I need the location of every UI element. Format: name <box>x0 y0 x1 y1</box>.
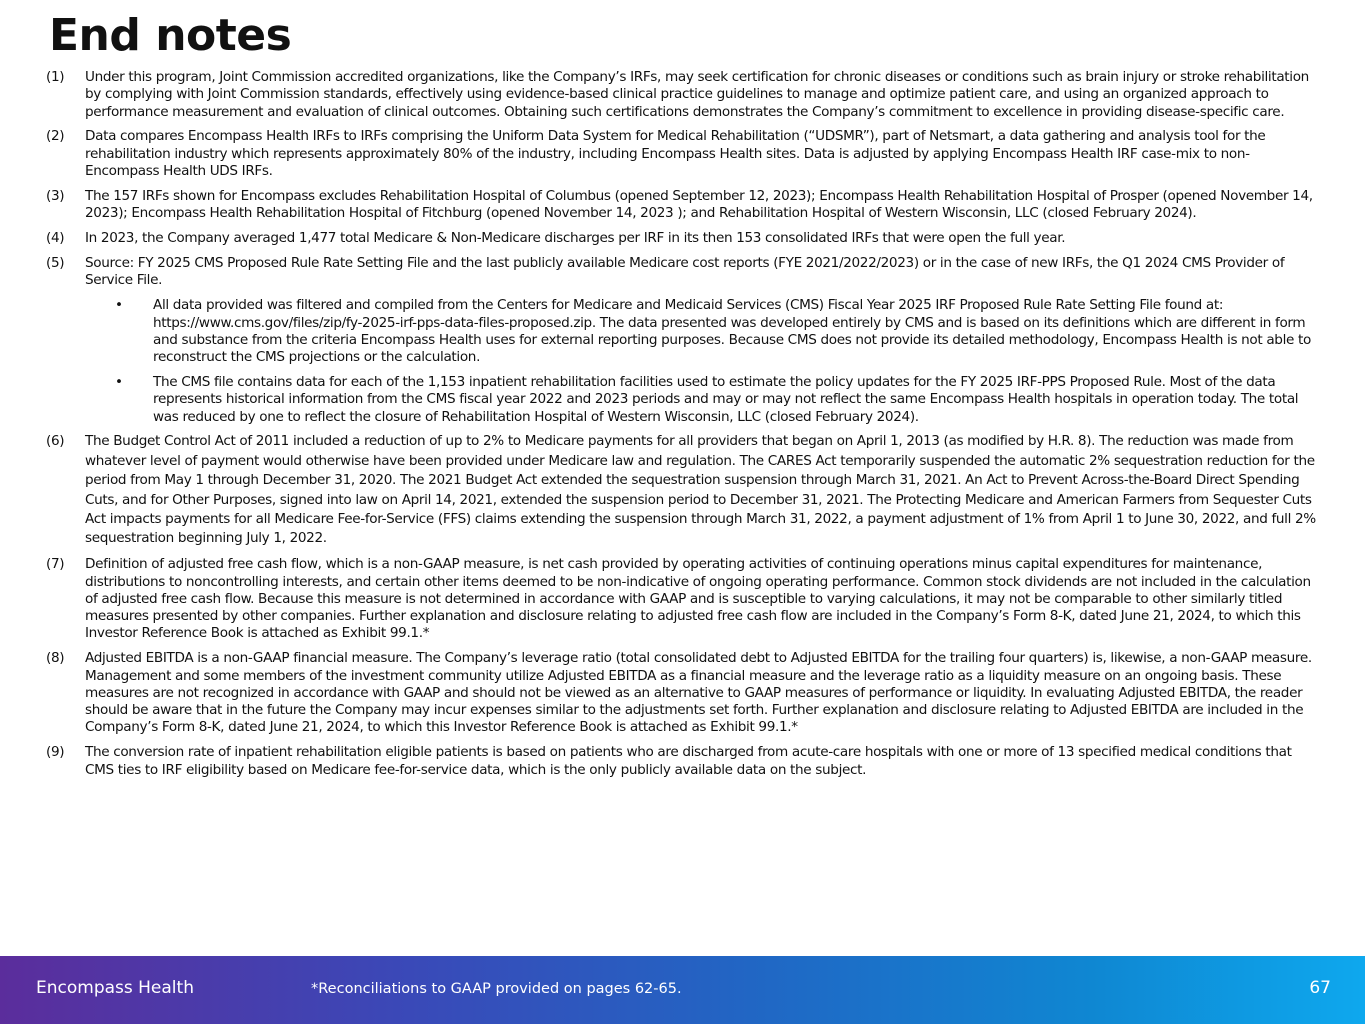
end-note-7 <box>46 556 1318 642</box>
note-text: Under this program, Joint Commission accredited organizations, like the Company’s IRFs, may seek certification for chronic diseases or conditions such as brain injury or stroke rehabilitation by complying with Joint Commission standards, effectively using evidence-based clinical practice guidelines to manage and optimize patient care, and using an organized approach to performance measurement and evaluation of clinical outcomes. Obtaining such certifications demonstrates the Company’s commitment to excellence in providing disease-specific care. <box>85 69 1309 120</box>
note-number: (8) <box>46 650 65 667</box>
footer-bar <box>0 956 1365 1024</box>
end-note-6 <box>46 433 1318 548</box>
bullet-text: The CMS file contains data for each of the 1,153 inpatient rehabilitation facilities used to estimate the policy updates for the FY 2025 IRF-PPS Proposed Rule. Most of the data represents historical information from the CMS fiscal year 2022 and 2023 periods and may or may not reflect the same Encompass Health hospitals in operation today. The total was reduced by one to reflect the closure of Rehabilitation Hospital of Western Wisconsin, LLC (closed February 2024). <box>153 373 1299 425</box>
note-text: Source: FY 2025 CMS Proposed Rule Rate Setting File and the last publicly available Medicare cost reports (FYE 2021/2022/2023) or in the case of new IRFs, the Q1 2024 CMS Provider of Service File. <box>85 254 1285 288</box>
bullet-text: All data provided was filtered and compiled from the Centers for Medicare and Medicaid Services (CMS) Fiscal Year 2025 IRF Proposed Rule Rate Setting File found at: https://www.cms.gov/files/zip/fy-2025-irf-pps-data-files-proposed.zip. The data presented was developed entirely by CMS and is based on its definitions which are different in form and substance from the criteria Encompass Health uses for external reporting purposes. Because CMS does not provide its detailed methodology, Encompass Health is not able to reconstruct the CMS projections or the calculation. <box>153 297 1311 366</box>
note-text: In 2023, the Company averaged 1,477 total Medicare & Non-Medicare discharges per IRF in its then 153 consolidated IRFs that were open the full year. <box>85 229 1066 246</box>
note-number: (9) <box>46 744 65 761</box>
end-note-8 <box>46 650 1318 736</box>
footer-footnote: *Reconciliations to GAAP provided on pages 62-65. <box>311 981 682 997</box>
footer-brand: Encompass Health <box>36 978 194 998</box>
end-note-2 <box>46 128 1318 180</box>
end-note-1 <box>46 69 1318 121</box>
list-item <box>115 297 1318 366</box>
note-number: (5) <box>46 254 65 271</box>
bullet-icon: • <box>115 373 123 390</box>
end-notes-list <box>46 69 1318 786</box>
note-number: (6) <box>46 433 65 450</box>
note-text: The conversion rate of inpatient rehabilitation eligible patients is based on patients who are discharged from acute-care hospitals with one or more of 13 specified medical conditions that CMS ties to IRF eligibility based on Medicare fee-for-service data, which is the only publicly available data on the subject. <box>85 744 1292 778</box>
note-number: (4) <box>46 229 65 246</box>
end-note-9 <box>46 744 1318 779</box>
page-number: 67 <box>1309 978 1331 998</box>
note-text: The 157 IRFs shown for Encompass excludes Rehabilitation Hospital of Columbus (opened September 12, 2023); Encompass Health Rehabilitation Hospital of Prosper (opened November 14, 2023); Encompass Health Rehabilitation Hospital of Fitchburg (opened November 14, 2023 ); and Rehabilitation Hospital of Western Wisconsin, LLC (closed February 2024). <box>85 187 1313 222</box>
note-number: (3) <box>46 187 65 204</box>
note-text: Data compares Encompass Health IRFs to IRFs comprising the Uniform Data System for Medical Rehabilitation (“UDSMR”), part of Netsmart, a data gathering and analysis tool for the rehabilitation industry which represents approximately 80% of the industry, including Encompass Health sites. Data is adjusted by applying Encompass Health IRF case-mix to non-Encompass Health UDS IRFs. <box>85 128 1266 179</box>
list-item <box>115 374 1318 426</box>
note-number: (2) <box>46 128 65 145</box>
note-text: Definition of adjusted free cash flow, which is a non-GAAP measure, is net cash provided by operating activities of continuing operations minus capital expenditures for maintenance, distributions to noncontrolling interests, and certain other items deemed to be non-indicative of ongoing operating performance. Common stock dividends are not included in the calculation of adjusted free cash flow. Because this measure is not determined in accordance with GAAP and is susceptible to varying calculations, it may not be comparable to other similarly titled measures presented by other companies. Further explanation and disclosure relating to adjusted free cash flow are included in the Company’s Form 8-K, dated June 21, 2024, to which this Investor Reference Book is attached as Exhibit 99.1.* <box>85 556 1311 642</box>
bullet-icon: • <box>115 297 123 314</box>
end-note-5 <box>46 255 1318 426</box>
end-note-3 <box>46 188 1318 223</box>
note-number: (1) <box>46 69 65 85</box>
note-text: The Budget Control Act of 2011 included a reduction of up to 2% to Medicare payments for all providers that began on April 1, 2013 (as modified by H.R. 8). The reduction was made from whatever level of payment would otherwise have been provided under Medicare law and regulation. The CARES Act temporarily suspended the automatic 2% sequestration reduction for the period from May 1 through December 31, 2020. The 2021 Budget Act extended the sequestration suspension through March 31, 2021. An Act to Prevent Across-the-Board Direct Spending Cuts, and for Other Purposes, signed into law on April 14, 2021, extended the suspension period to December 31, 2021. The Protecting Medicare and American Farmers from Sequester Cuts Act impacts payments for all Medicare Fee-for-Service (FFS) claims extending the suspension through March 31, 2022, a payment adjustment of 1% from April 1 to June 30, 2022, and full 2% sequestration beginning July 1, 2022. <box>85 433 1316 547</box>
note-number: (7) <box>46 556 65 573</box>
note-bullet-list <box>115 297 1318 426</box>
page-title: End notes <box>49 10 292 61</box>
end-note-4 <box>46 230 1318 247</box>
note-body <box>85 255 1318 426</box>
note-text: Adjusted EBITDA is a non-GAAP financial measure. The Company’s leverage ratio (total consolidated debt to Adjusted EBITDA for the trailing four quarters) is, likewise, a non-GAAP measure. Management and some members of the investment community utilize Adjusted EBITDA as a financial measure and the leverage ratio as a liquidity measure on an ongoing basis. These measures are not recognized in accordance with GAAP and should not be viewed as an alternative to GAAP measures of performance or liquidity. In evaluating Adjusted EBITDA, the reader should be aware that in the future the Company may incur expenses similar to the adjustments set forth. Further explanation and disclosure relating to Adjusted EBITDA are included in the Company’s Form 8-K, dated June 21, 2024, to which this Investor Reference Book is attached as Exhibit 99.1.* <box>85 650 1312 736</box>
